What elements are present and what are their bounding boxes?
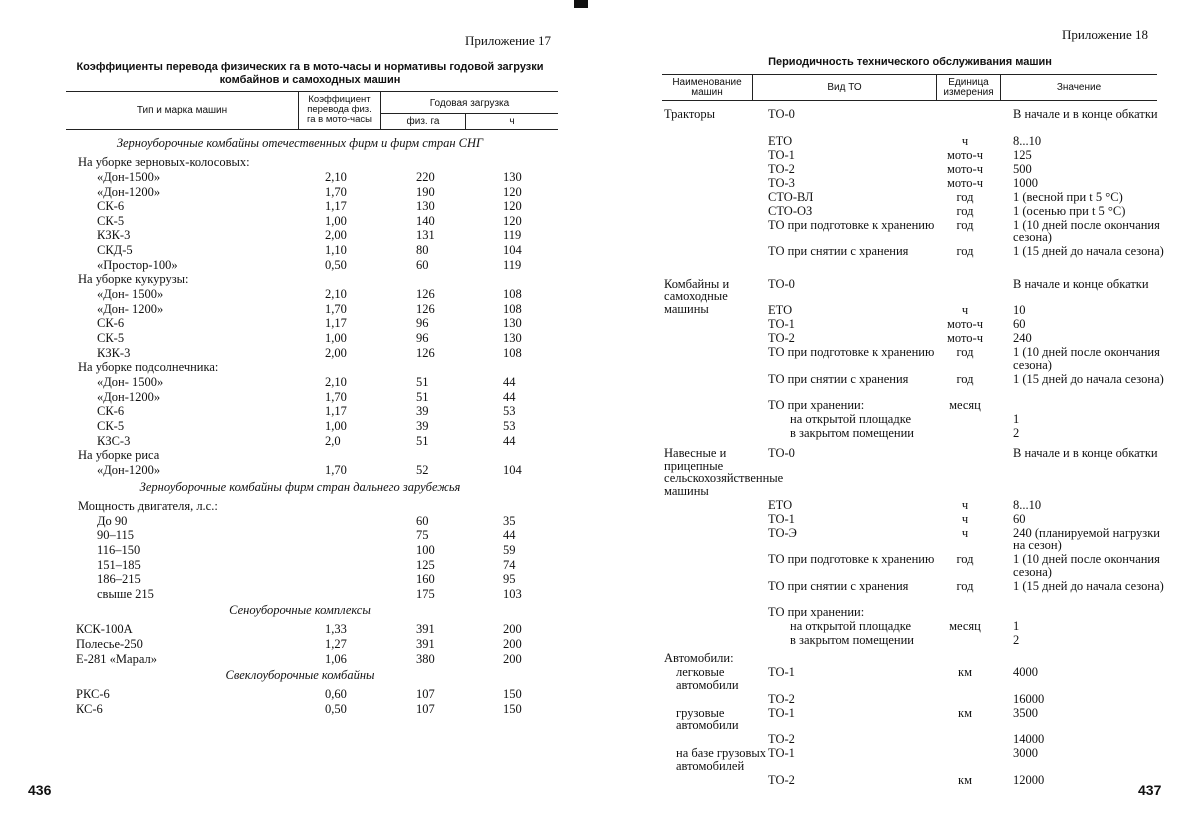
unit-value: мото-ч xyxy=(947,147,983,162)
interval-value: 14000 xyxy=(1013,732,1045,746)
table-row xyxy=(0,243,600,258)
coef-value: 1,70 xyxy=(325,184,347,199)
unit-value: год xyxy=(956,371,974,386)
col-header-ha: физ. га xyxy=(406,116,440,127)
hours-value: 120 xyxy=(503,199,522,214)
coef-value: 0,50 xyxy=(325,257,347,272)
hours-value: 108 xyxy=(503,301,522,316)
hectares-value: 51 xyxy=(416,433,429,448)
machine-name: 116–150 xyxy=(97,543,141,557)
hours-value: 130 xyxy=(503,331,522,345)
maintenance-type: ТО-2 xyxy=(768,161,795,176)
interval-value: 16000 xyxy=(1013,691,1045,706)
hours-value: 44 xyxy=(503,528,516,543)
machine-name: грузовые автомобили xyxy=(676,705,739,732)
col-header-type: Тип и марка машин xyxy=(136,105,228,116)
header-subrule xyxy=(380,113,558,114)
coef-value: 1,70 xyxy=(325,389,347,404)
hours-value: 130 xyxy=(503,316,522,331)
col-header-hours: ч xyxy=(509,116,515,127)
machine-name: «Дон- 1500» xyxy=(97,375,164,390)
hours-value: 53 xyxy=(503,419,516,433)
hours-value: 119 xyxy=(503,257,522,272)
hectares-value: 220 xyxy=(416,170,435,184)
table-row xyxy=(0,346,600,361)
table-row xyxy=(0,390,600,405)
group-heading xyxy=(0,272,600,287)
interval-value: 4000 xyxy=(1013,665,1038,679)
table-row xyxy=(0,404,600,419)
table-row xyxy=(0,558,600,573)
section-heading xyxy=(0,136,600,151)
machine-name: «Простор-100» xyxy=(97,257,178,272)
table-row xyxy=(0,514,600,529)
appendix-label: Приложение 17 xyxy=(465,33,552,48)
hectares-value: 130 xyxy=(416,199,435,214)
table-row xyxy=(0,543,600,558)
interval-value: В начале и в конце обкатки xyxy=(1013,107,1158,121)
hectares-value: 96 xyxy=(416,331,429,345)
table-row xyxy=(0,419,600,434)
col-header-value: Значение xyxy=(1056,82,1102,93)
machine-name: СК-5 xyxy=(97,213,125,228)
interval-value: 12000 xyxy=(1013,772,1045,787)
unit-value: ч xyxy=(961,303,969,317)
col-header-load: Годовая загрузка xyxy=(429,98,510,109)
table-row xyxy=(0,302,600,317)
interval-value: 3500 xyxy=(1013,705,1038,720)
interval-value: 2 xyxy=(1013,426,1020,440)
machine-name: «Дон- 1200» xyxy=(97,301,164,316)
maintenance-type: ТО-0 xyxy=(768,276,795,291)
maintenance-type: ТО-1 xyxy=(768,317,795,331)
interval-value: 8...10 xyxy=(1013,133,1042,148)
machine-name: 90–115 xyxy=(97,528,135,543)
table-row xyxy=(0,199,600,214)
coef-value: 1,06 xyxy=(325,651,347,666)
maintenance-type: в закрытом помещении xyxy=(790,633,914,647)
section-text: Свеклоуборочные комбайны xyxy=(225,668,375,683)
machine-name: «Дон-1200» xyxy=(97,184,161,199)
hours-value: 200 xyxy=(503,651,522,666)
hectares-value: 100 xyxy=(416,543,435,557)
machine-name: «Дон-1200» xyxy=(97,463,161,478)
table-row xyxy=(0,652,600,667)
interval-value: 1 (10 дней после окончания сезона) xyxy=(1013,217,1160,244)
col-header-vid: Вид ТО xyxy=(827,82,862,93)
coef-value: 2,10 xyxy=(325,287,347,302)
header-bottom-rule xyxy=(66,129,558,130)
hectares-value: 39 xyxy=(416,419,429,433)
hectares-value: 131 xyxy=(416,228,435,243)
maintenance-type: ТО-1 xyxy=(768,665,795,679)
interval-value: 125 xyxy=(1013,147,1032,162)
table-row xyxy=(0,622,600,637)
hours-value: 119 xyxy=(503,228,522,243)
interval-value: 240 xyxy=(1013,331,1032,345)
section-text: Зерноуборочные комбайны отечественных фирм и фирм стран СНГ xyxy=(116,136,484,150)
hours-value: 53 xyxy=(503,404,516,419)
coef-value: 1,70 xyxy=(325,301,347,316)
table-row xyxy=(0,702,600,717)
group-heading xyxy=(0,155,600,170)
col-header-unit xyxy=(937,78,1000,98)
page-437 xyxy=(600,0,1200,829)
unit-value: год xyxy=(956,552,974,566)
page-number: 436 xyxy=(28,782,52,798)
maintenance-type: ТО-Э xyxy=(768,525,797,540)
maintenance-type: ЕТО xyxy=(768,303,793,317)
coef-value: 2,0 xyxy=(325,433,341,448)
group-text: На уборке подсолнечника: xyxy=(78,360,219,375)
machine-name: «Дон-1500» xyxy=(97,170,161,184)
coef-value: 2,10 xyxy=(325,375,347,390)
machine-name: 186–215 xyxy=(97,572,141,587)
unit-value: год xyxy=(956,345,974,359)
unit-value: год xyxy=(956,578,974,593)
coef-value: 1,33 xyxy=(325,622,347,637)
hours-value: 104 xyxy=(503,243,522,257)
hectares-value: 60 xyxy=(416,513,429,528)
machine-name: легковые автомобили xyxy=(676,665,739,692)
maintenance-type: ТО-0 xyxy=(768,107,795,121)
unit-value: мото-ч xyxy=(947,331,983,345)
maintenance-type: ЕТО xyxy=(768,497,793,512)
machine-name: Автомобили: xyxy=(664,651,734,665)
machine-name: 151–185 xyxy=(97,557,141,572)
table-row xyxy=(0,316,600,331)
coef-value: 2,00 xyxy=(325,228,347,243)
hectares-value: 60 xyxy=(416,257,429,272)
maintenance-type: ТО-1 xyxy=(768,511,795,526)
interval-value: 8...10 xyxy=(1013,497,1042,512)
hours-value: 59 xyxy=(503,543,516,557)
coef-value: 1,70 xyxy=(325,463,347,478)
unit-value: км xyxy=(958,705,972,720)
maintenance-type: ТО при снятии с хранения xyxy=(768,371,909,386)
coef-value: 1,10 xyxy=(325,243,347,257)
hours-value: 103 xyxy=(503,586,522,601)
header-line: Коэффициент xyxy=(308,94,371,105)
table-title xyxy=(60,61,560,87)
maintenance-type: ТО при хранении: xyxy=(768,605,865,619)
coef-value: 1,00 xyxy=(325,419,347,433)
table-row xyxy=(0,287,600,302)
coef-value: 1,00 xyxy=(325,213,347,228)
unit-value: год xyxy=(956,217,974,232)
interval-value: В начале и в конце обкатки xyxy=(1013,446,1158,460)
maintenance-type: ТО-3 xyxy=(768,175,795,190)
machine-name: на базе грузовых автомобилей xyxy=(676,746,767,773)
hours-value: 120 xyxy=(503,184,522,199)
hours-value: 200 xyxy=(503,622,522,637)
interval-value: 3000 xyxy=(1013,746,1038,760)
group-heading xyxy=(0,499,600,514)
hectares-value: 140 xyxy=(416,213,435,228)
group-heading xyxy=(0,360,600,375)
header-bottom-rule xyxy=(662,100,1157,101)
machine-name: КЗК-3 xyxy=(97,228,131,243)
coef-value: 1,17 xyxy=(325,316,347,331)
hectares-value: 107 xyxy=(416,687,435,702)
coef-value: 0,60 xyxy=(325,687,347,702)
hectares-value: 126 xyxy=(416,301,435,316)
coef-value: 1,17 xyxy=(325,199,347,214)
interval-value: 1000 xyxy=(1013,175,1038,190)
machine-name: свыше 215 xyxy=(97,586,154,601)
machine-name: СК-6 xyxy=(97,316,125,331)
maintenance-type: ТО при подготовке к хранению xyxy=(768,552,935,566)
maintenance-type: ТО-0 xyxy=(768,446,795,460)
table-row xyxy=(0,434,600,449)
hectares-value: 126 xyxy=(416,345,435,360)
hours-value: 150 xyxy=(503,701,522,716)
hours-value: 120 xyxy=(503,213,522,228)
maintenance-type: ЕТО xyxy=(768,133,793,148)
machine-name: Тракторы xyxy=(664,107,716,121)
hectares-value: 107 xyxy=(416,701,435,716)
hectares-value: 96 xyxy=(416,316,429,331)
hours-value: 200 xyxy=(503,637,522,651)
group-text: На уборке кукурузы: xyxy=(78,272,189,287)
maintenance-type: в закрытом помещении xyxy=(790,426,914,440)
table-top-rule xyxy=(66,91,558,92)
hours-value: 44 xyxy=(503,375,516,390)
table-row xyxy=(0,331,600,346)
hours-value: 108 xyxy=(503,345,522,360)
machine-name: КЗК-3 xyxy=(97,345,131,360)
hours-value: 130 xyxy=(503,170,522,184)
table-row xyxy=(0,228,600,243)
interval-value: 240 (планируемой нагрузки на сезон) xyxy=(1013,525,1160,552)
coef-value: 1,27 xyxy=(325,637,347,651)
machine-name: Полесье-250 xyxy=(76,637,143,651)
unit-value: мото-ч xyxy=(947,317,983,331)
machine-name: СК-5 xyxy=(97,419,125,433)
header-line: Наименование xyxy=(672,77,742,88)
header-line: га в мото-часы xyxy=(307,114,372,125)
hours-value: 44 xyxy=(503,389,516,404)
machine-name: КЗС-3 xyxy=(97,433,131,448)
maintenance-type: на открытой площадке xyxy=(790,412,912,426)
unit-value: месяц xyxy=(949,619,981,633)
maintenance-type: ТО при снятии с хранения xyxy=(768,578,909,593)
maintenance-type: ТО-2 xyxy=(768,772,795,787)
hours-value: 95 xyxy=(503,572,516,587)
machine-name: СКД-5 xyxy=(97,243,133,257)
maintenance-type: ТО при снятии с хранения xyxy=(768,244,909,258)
machine-name: КС-6 xyxy=(76,701,103,716)
unit-value: месяц xyxy=(949,398,981,412)
header-line: Единица xyxy=(948,77,989,88)
group-heading xyxy=(0,448,600,463)
title-line: комбайнов и самоходных машин xyxy=(219,74,401,86)
group-text: На уборке риса xyxy=(78,448,160,463)
table-row xyxy=(0,687,600,702)
table-row xyxy=(0,572,600,587)
hectares-value: 39 xyxy=(416,404,429,419)
coef-value: 2,00 xyxy=(325,345,347,360)
section-heading xyxy=(0,668,600,683)
interval-value: 1 (10 дней после окончания сезона) xyxy=(1013,552,1160,579)
unit-value: мото-ч xyxy=(947,161,983,176)
coef-value: 1,17 xyxy=(325,404,347,419)
interval-value: 500 xyxy=(1013,161,1032,176)
machine-name: РКС-6 xyxy=(76,687,110,702)
machine-name: Навесные и прицепные сельскохозяйственные машины xyxy=(664,446,784,498)
page-number: 437 xyxy=(1138,782,1162,798)
table-top-rule xyxy=(662,74,1157,75)
interval-value: 10 xyxy=(1013,303,1026,317)
unit-value: ч xyxy=(961,133,969,148)
hectares-value: 175 xyxy=(416,586,435,601)
header-line: перевода физ. xyxy=(307,104,372,115)
hectares-value: 160 xyxy=(416,572,435,587)
maintenance-type: ТО-2 xyxy=(768,732,795,746)
col-header-coef xyxy=(299,95,380,125)
interval-value: 1 xyxy=(1013,412,1020,426)
hectares-value: 126 xyxy=(416,287,435,302)
maintenance-type: СТО-ОЗ xyxy=(768,203,813,218)
interval-value: 1 (15 дней до начала сезона) xyxy=(1013,371,1164,386)
col-header-name xyxy=(662,78,752,98)
unit-value: км xyxy=(958,665,972,679)
table-row xyxy=(0,170,600,185)
unit-value: год xyxy=(956,203,974,218)
maintenance-type: ТО-2 xyxy=(768,691,795,706)
table-row xyxy=(0,185,600,200)
machine-name: Е-281 «Марал» xyxy=(76,651,157,666)
interval-value: 1 (15 дней до начала сезона) xyxy=(1013,578,1164,593)
table-row xyxy=(0,637,600,652)
header-line: измерения xyxy=(943,87,994,98)
table-row xyxy=(0,463,600,478)
table-title: Периодичность технического обслуживания машин xyxy=(768,56,1052,68)
interval-value: 60 xyxy=(1013,511,1026,526)
coef-value: 0,50 xyxy=(325,701,347,716)
interval-value: 2 xyxy=(1013,633,1020,647)
table-row xyxy=(0,214,600,229)
table-row xyxy=(0,587,600,602)
hectares-value: 391 xyxy=(416,622,435,637)
hours-value: 108 xyxy=(503,287,522,302)
section-text: Сеноуборочные комплексы xyxy=(229,603,371,618)
hectares-value: 80 xyxy=(416,243,429,257)
hectares-value: 51 xyxy=(416,375,429,390)
hectares-value: 380 xyxy=(416,651,435,666)
table-row xyxy=(0,258,600,273)
hectares-value: 51 xyxy=(416,389,429,404)
hectares-value: 75 xyxy=(416,528,429,543)
machine-name: СК-6 xyxy=(97,199,125,214)
hours-value: 35 xyxy=(503,513,516,528)
maintenance-type: ТО-2 xyxy=(768,331,795,345)
section-text: Зерноуборочные комбайны фирм стран дальнего зарубежья xyxy=(139,479,461,494)
machine-name: СК-6 xyxy=(97,404,125,419)
interval-value: 1 (15 дней до начала сезона) xyxy=(1013,244,1164,258)
section-heading xyxy=(0,603,600,618)
coef-value: 2,10 xyxy=(325,170,347,184)
coef-value: 1,00 xyxy=(325,331,347,345)
appendix-label: Приложение 18 xyxy=(1062,27,1149,42)
header-line: машин xyxy=(691,87,723,98)
table-row xyxy=(0,528,600,543)
title-line: Коэффициенты перевода физических га в мото-часы и нормативы годовой загрузки xyxy=(76,61,544,73)
machine-name: До 90 xyxy=(97,513,128,528)
section-heading xyxy=(0,480,600,495)
maintenance-type: ТО-1 xyxy=(768,705,795,720)
maintenance-type: ТО-1 xyxy=(768,746,795,760)
hours-value: 104 xyxy=(503,463,522,478)
hours-value: 44 xyxy=(503,433,516,448)
maintenance-type: ТО при подготовке к хранению xyxy=(768,345,935,359)
hectares-value: 391 xyxy=(416,637,435,651)
machine-name: «Дон- 1500» xyxy=(97,287,164,302)
machine-name: СК-5 xyxy=(97,331,125,345)
interval-value: 1 xyxy=(1013,619,1020,633)
interval-value: 1 (осенью при t 5 °C) xyxy=(1013,203,1126,218)
group-text: На уборке зерновых-колосовых: xyxy=(78,155,250,169)
table-row xyxy=(0,375,600,390)
unit-value: год xyxy=(956,244,974,258)
interval-value: В начале и конце обкатки xyxy=(1013,276,1149,291)
hours-value: 74 xyxy=(503,557,516,572)
group-text: Мощность двигателя, л.с.: xyxy=(78,498,218,513)
unit-value: ч xyxy=(961,511,969,526)
machine-name: «Дон-1200» xyxy=(97,389,161,404)
hours-value: 150 xyxy=(503,687,522,702)
interval-value: 1 (10 дней после окончания сезона) xyxy=(1013,345,1160,372)
unit-value: км xyxy=(958,772,972,787)
interval-value: 1 (весной при t 5 °C) xyxy=(1013,189,1123,204)
interval-value: 60 xyxy=(1013,317,1026,331)
maintenance-type: ТО при подготовке к хранению xyxy=(768,217,935,232)
unit-value: год xyxy=(956,189,974,204)
maintenance-type: СТО-ВЛ xyxy=(768,189,814,204)
hectares-value: 52 xyxy=(416,463,429,478)
maintenance-type: ТО при хранении: xyxy=(768,398,865,412)
maintenance-type: ТО-1 xyxy=(768,147,795,162)
hectares-value: 125 xyxy=(416,557,435,572)
machine-name: КСК-100А xyxy=(76,622,133,637)
unit-value: ч xyxy=(961,525,969,540)
hectares-value: 190 xyxy=(416,184,435,199)
unit-value: ч xyxy=(961,497,969,512)
maintenance-type: на открытой площадке xyxy=(790,619,912,633)
unit-value: мото-ч xyxy=(947,175,983,190)
machine-name: Комбайны и самоходные машины xyxy=(664,276,730,316)
